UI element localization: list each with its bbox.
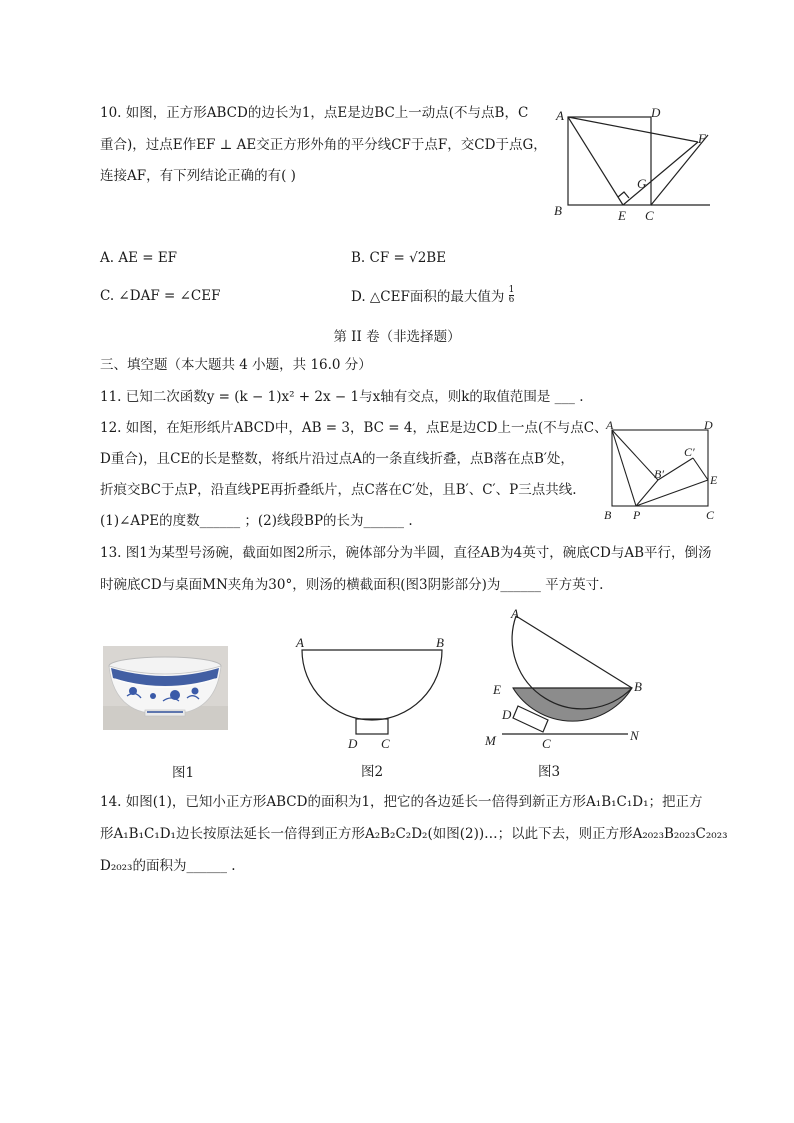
- q10-option-d-fraction: [509, 286, 515, 305]
- q12-label-E: E: [710, 473, 718, 487]
- q10-option-c: C. ∠DAF = ∠CEF: [100, 288, 221, 304]
- q10-label-E: E: [618, 208, 626, 223]
- q10-label-C: C: [645, 208, 654, 223]
- q10-figure: [548, 100, 723, 225]
- q13-figure-3: [480, 606, 660, 756]
- q12-label-C-prime: C′: [684, 445, 695, 459]
- q12-label-B: B: [604, 508, 612, 522]
- fig3-label-B: B: [634, 679, 642, 694]
- fig3-label-N: N: [630, 728, 639, 743]
- q10-option-d: [351, 285, 514, 305]
- caption-figure-2: 图2: [361, 764, 384, 780]
- q10-fraction-numerator: 1: [508, 284, 515, 295]
- q12-line-2: D重合)，且CE的长是整数，将纸片沿过点A的一条直线折叠，点B落在点B′处，: [100, 451, 574, 467]
- q12-segment-C-prime-E: [693, 458, 708, 480]
- q13-line-1: 13. 图1为某型号汤碗，截面如图2所示，碗体部分为半圆，直径AB为4英寸，碗底CD与AB平行，倒汤: [100, 545, 712, 561]
- q10-segment-AF: [568, 117, 698, 142]
- q12-label-A: A: [606, 418, 614, 432]
- q10-label-B: B: [554, 203, 562, 218]
- q13-line-2: 时碗底CD与桌面MN夹角为30°，则汤的横截面积(图3阴影部分)为______ 平方英寸.: [100, 577, 604, 593]
- fig3-soup-shading: [513, 688, 632, 721]
- fig2-semicircle: [302, 650, 442, 720]
- q12-label-D: D: [704, 418, 713, 432]
- q14-line-2: 形A₁B₁C₁D₁边长按原法延长一倍得到正方形A₂B₂C₂D₂(如图(2))…；以此下去，则正方形A₂₀₂₃B₂₀₂₃C₂₀₂₃: [100, 826, 728, 842]
- q10-line-2: 重合)，过点E作EF ⊥ AE交正方形外角的平分线CF于点F，交CD于点G，: [100, 137, 547, 153]
- q11-text: 11. 已知二次函数y = (k − 1)x² + 2x − 1与x轴有交点，则k的取值范围是 ___ .: [100, 389, 584, 405]
- q14-line-3: D₂₀₂₃的面积为______ .: [100, 858, 236, 874]
- fig3-label-E: E: [493, 682, 501, 697]
- caption-figure-1: 图1: [172, 765, 195, 781]
- q10-segment-EF: [623, 142, 698, 205]
- q10-option-a: A. AE = EF: [100, 250, 178, 266]
- q14-line-1: 14. 如图(1)，已知小正方形ABCD的面积为1，把它的各边延长一倍得到新正方形A₁B₁C₁D₁；把正方: [100, 794, 703, 810]
- fig3-label-D: D: [502, 707, 512, 722]
- fill-in-header: 三、填空题（本大题共 4 小题，共 16.0 分）: [100, 357, 372, 373]
- q12-line-4: (1)∠APE的度数______ ；(2)线段BP的长为______ .: [100, 513, 413, 529]
- fig3-label-C: C: [542, 736, 551, 751]
- fig3-label-M: M: [485, 733, 496, 748]
- q10-segment-AE: [568, 117, 623, 205]
- q12-figure: [598, 418, 728, 526]
- q12-line-1: 12. 如图，在矩形纸片ABCD中，AB = 3，BC = 4，点E是边CD上一点(不与点C、: [100, 420, 608, 436]
- q12-label-P: P: [633, 508, 641, 522]
- fig2-label-B: B: [436, 635, 444, 650]
- q10-label-F: F: [698, 131, 706, 146]
- q10-option-d-text: D. △CEF面积的最大值为: [351, 289, 505, 305]
- caption-figure-3: 图3: [538, 764, 561, 780]
- bowl-photo: [103, 646, 228, 730]
- fig2-label-C: C: [381, 736, 390, 751]
- q12-label-C: C: [706, 508, 715, 522]
- q12-line-3: 折痕交BC于点P，沿直线PE再折叠纸片，点C落在C′处，且B′、C′、P三点共线.: [100, 482, 577, 498]
- q10-right-angle-mark: [618, 192, 629, 198]
- fig2-label-D: D: [348, 736, 358, 751]
- fig3-label-A: A: [511, 606, 519, 621]
- q12-segment-AB-prime: [612, 430, 658, 480]
- q13-figure-2: [292, 630, 454, 755]
- q10-line-3: 连接AF，有下列结论正确的有( ): [100, 168, 296, 184]
- fig3-diameter-AB: [516, 616, 632, 688]
- fig2-label-A: A: [296, 635, 304, 650]
- q10-fraction-denominator: 6: [508, 294, 515, 305]
- q10-label-A: A: [556, 108, 564, 123]
- q10-label-D: D: [651, 105, 661, 120]
- q10-option-b: B. CF = √2BE: [351, 250, 447, 266]
- q12-label-B-prime: B′: [654, 467, 664, 481]
- fig2-bowl-base: [356, 719, 388, 734]
- q12-fold-AP: [612, 430, 636, 506]
- q10-line-1: 10. 如图，正方形ABCD的边长为1，点E是边BC上一动点(不与点B，C: [100, 105, 529, 121]
- section-title: 第 II 卷（非选择题）: [333, 329, 461, 345]
- q10-label-G: G: [637, 176, 647, 191]
